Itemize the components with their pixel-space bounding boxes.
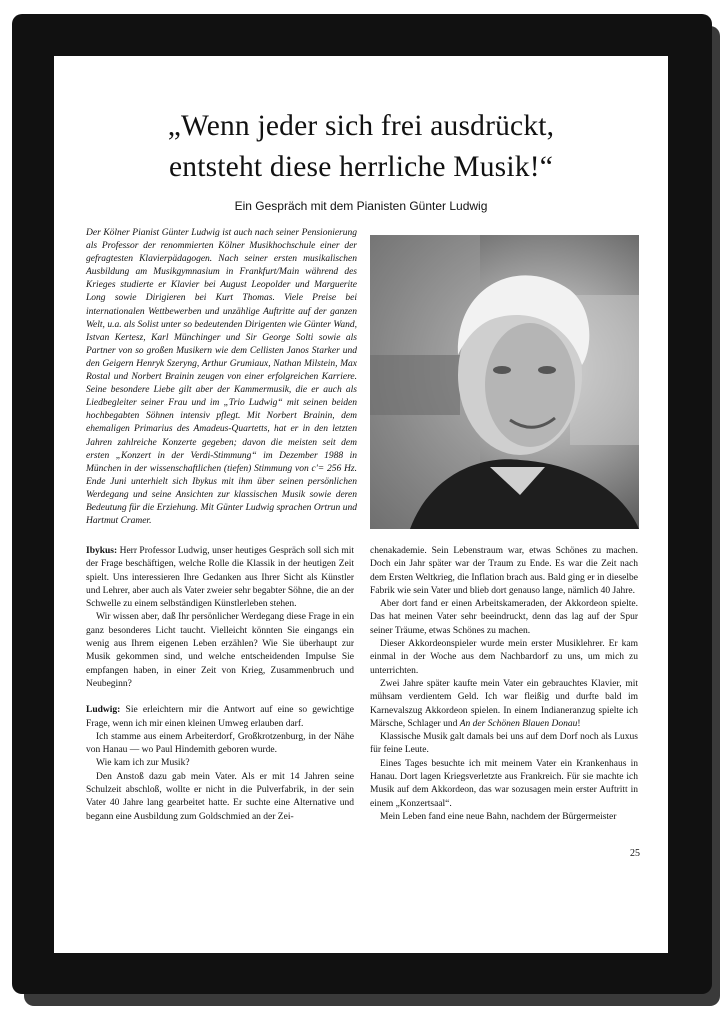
left-paragraph-5: Wie kam ich zur Musik? [96,758,190,769]
article-subtitle: Ein Gespräch mit dem Pianisten Günter Ludwig [234,199,488,213]
portrait-illustration [370,235,639,529]
right-p4-after: ! [577,718,581,729]
speaker-ibykus: Ibykus: [86,546,118,556]
right-paragraph-1: chenakademie. Sein Lebenstraum war, etwas Schönes zu machen. Doch ein Jahr später war der Traum zu Ende. Es war die Zeit nach dem Ersten Weltkrieg, die Inflation brach aus. Bald ging er in dieselbe Fabrik wie sein Vater und blieb dort genauso lange, nämlich 40 Jahre. [370,546,638,596]
left-paragraph-2: Wir wissen aber, daß Ihr persönlicher Werdegang diese Frage in ein ganz besonderes Licht taucht. Vielleicht könnten Sie eingangs ein wenig aus Ihrem eigenen Leben erzählen? Wie Sie überhaupt zur Musik gekommen sind, und welche entscheidenden Impulse Sie empfangen haben, in einer Zeit von Krieg, Zusammenbruch und Neubeginn? [86,612,354,689]
left-text-column [86,545,354,824]
intro-paragraph: Der Kölner Pianist Günter Ludwig ist auch nach seiner Pensionierung als Professor der renommierten Kölner Musikhochschule einer der gefragtesten Klavierpädagogen. Nach seiner ersten musikalischen Ausbildung am Musikgymnasium in Frankfurt/Main während des Krieges studierte er Klavier bei August Leopolder und Marguerite Long sowie Dirigieren bei Kurt Thomas. Viele Preise bei internationalen Wettbewerben und unzählige Auftritte auf der ganzen Welt, u.a. als Solist unter so bedeutenden Dirigenten wie Günter Wand, Istvan Kertesz, Karl Münchinger und Sir George Solti sowie als Partner von so großen Musikern wie dem Cellisten Janos Starker und den Geigern Henryk Szeryng, Arthur Grumiaux, Nathan Milstein, Max Rostal und Norbert Brainin zeugen von einer erfolgreichen Karriere. Seine besondere Liebe gilt aber der Kammermusik, die er auch als Liedbegleiter seiner Frau und im „Trio Ludwig“ mit seinen beiden hochbegabten Söhnen intensiv pflegt. Mit Norbert Brainin, dem ehemaligen Primarius des Amadeus-Quartetts, hat er in den letzten Jahren zahlreiche Konzerte gegeben; davon die meisten seit dem ersten „Konzert in der Verdi-Stimmung“ im Dezember 1988 in München in der wissenschaftlichen (tiefen) Stimmung von c'= 256 Hz. Ende Juni unterhielt sich Ibykus mit ihm über seinen persönlichen Werdegang und seine Ansichten zur klassischen Musik sowie deren Bedeutung für die Erziehung. Mit Günter Ludwig sprachen Ortrun und Hartmut Cramer. [86,228,357,527]
right-paragraph-2: Aber dort fand er einen Arbeitskameraden, der Akkordeon spielte. Das hat meinen Vater sehr beeindruckt, denn das lag auf der Spur seiner Träume, etwas Schönes zu machen. [370,599,638,636]
right-paragraph-5: Klassische Musik galt damals bei uns auf dem Dorf noch als Luxus für feine Leute. [370,732,638,756]
page-number: 25 [630,848,640,859]
song-title: An der Schönen Blauen Donau [459,718,578,729]
right-paragraph-7: Mein Leben fand eine neue Bahn, nachdem der Bürgermeister [380,811,617,822]
right-p4-before: Zwei Jahre später kaufte mein Vater ein gebrauchtes Klavier, mit mühsam verdientem Geld. Ich war fleißig und durfte bald im Karnevalszug Akkordeon spielen. In einem Indianeranzug spielte ich Märsche, Schlager und [370,678,638,729]
left-p1-text: Herr Professor Ludwig, unser heutiges Gespräch soll sich mit der Frage beschäftigen, welche Rolle die Klassik in der heutigen Zeit spielt. Uns interessieren Ihre Gedanken aus Ihrer Sicht als Künstler und Lehrer, aber auch als Vater zweier sehr begabter Söhne, die an der Schwelle zu einem selbständigen Künstlerleben stehen. [86,546,354,610]
right-paragraph-4 [370,678,638,731]
magazine-page [54,56,668,953]
title-line-2: entsteht diese herrliche Musik!“ [168,151,554,183]
left-paragraph-3 [86,704,354,731]
left-paragraph-6: Den Anstoß dazu gab mein Vater. Als er mit 14 Jahren seine Schulzeit abschloß, wollte er nicht in die Pulverfabrik, in der sein Vater 40 Jahre lang gearbeitet hatte. Er suchte eine Alternative und begann eine Ausbildung zum Goldschmied an der Zei- [86,771,354,822]
article-title [54,106,668,188]
left-paragraph-1 [86,545,354,611]
left-p3-text: Sie erleichtern mir die Antwort auf eine so gewichtige Frage, wenn ich mir einen kleinen Umweg erlauben darf. [86,705,354,729]
title-line-1: „Wenn jeder sich frei ausdrückt, [167,110,555,142]
speaker-ludwig: Ludwig: [86,705,121,716]
right-paragraph-6: Eines Tages besuchte ich mit meinem Vater ein Krankenhaus in Hanau. Dort lagen Kriegsverletzte aus Frankreich. Für sie machte ich Musik auf dem Akkordeon, das war sozusagen mein erster Auftritt in einem „Konzertsaal“. [370,758,638,809]
right-text-column [370,545,638,824]
portrait-photo [370,235,639,529]
left-paragraph-4: Ich stamme aus einem Arbeiterdorf, Großkrotzenburg, in der Nähe von Hanau — wo Paul Hindemith geboren wurde. [86,731,354,756]
right-paragraph-3: Dieser Akkordeonspieler wurde mein erster Musiklehrer. Er kam einmal in der Woche aus dem Nachbardorf zu uns, um mich zu unterrichten. [370,639,638,676]
